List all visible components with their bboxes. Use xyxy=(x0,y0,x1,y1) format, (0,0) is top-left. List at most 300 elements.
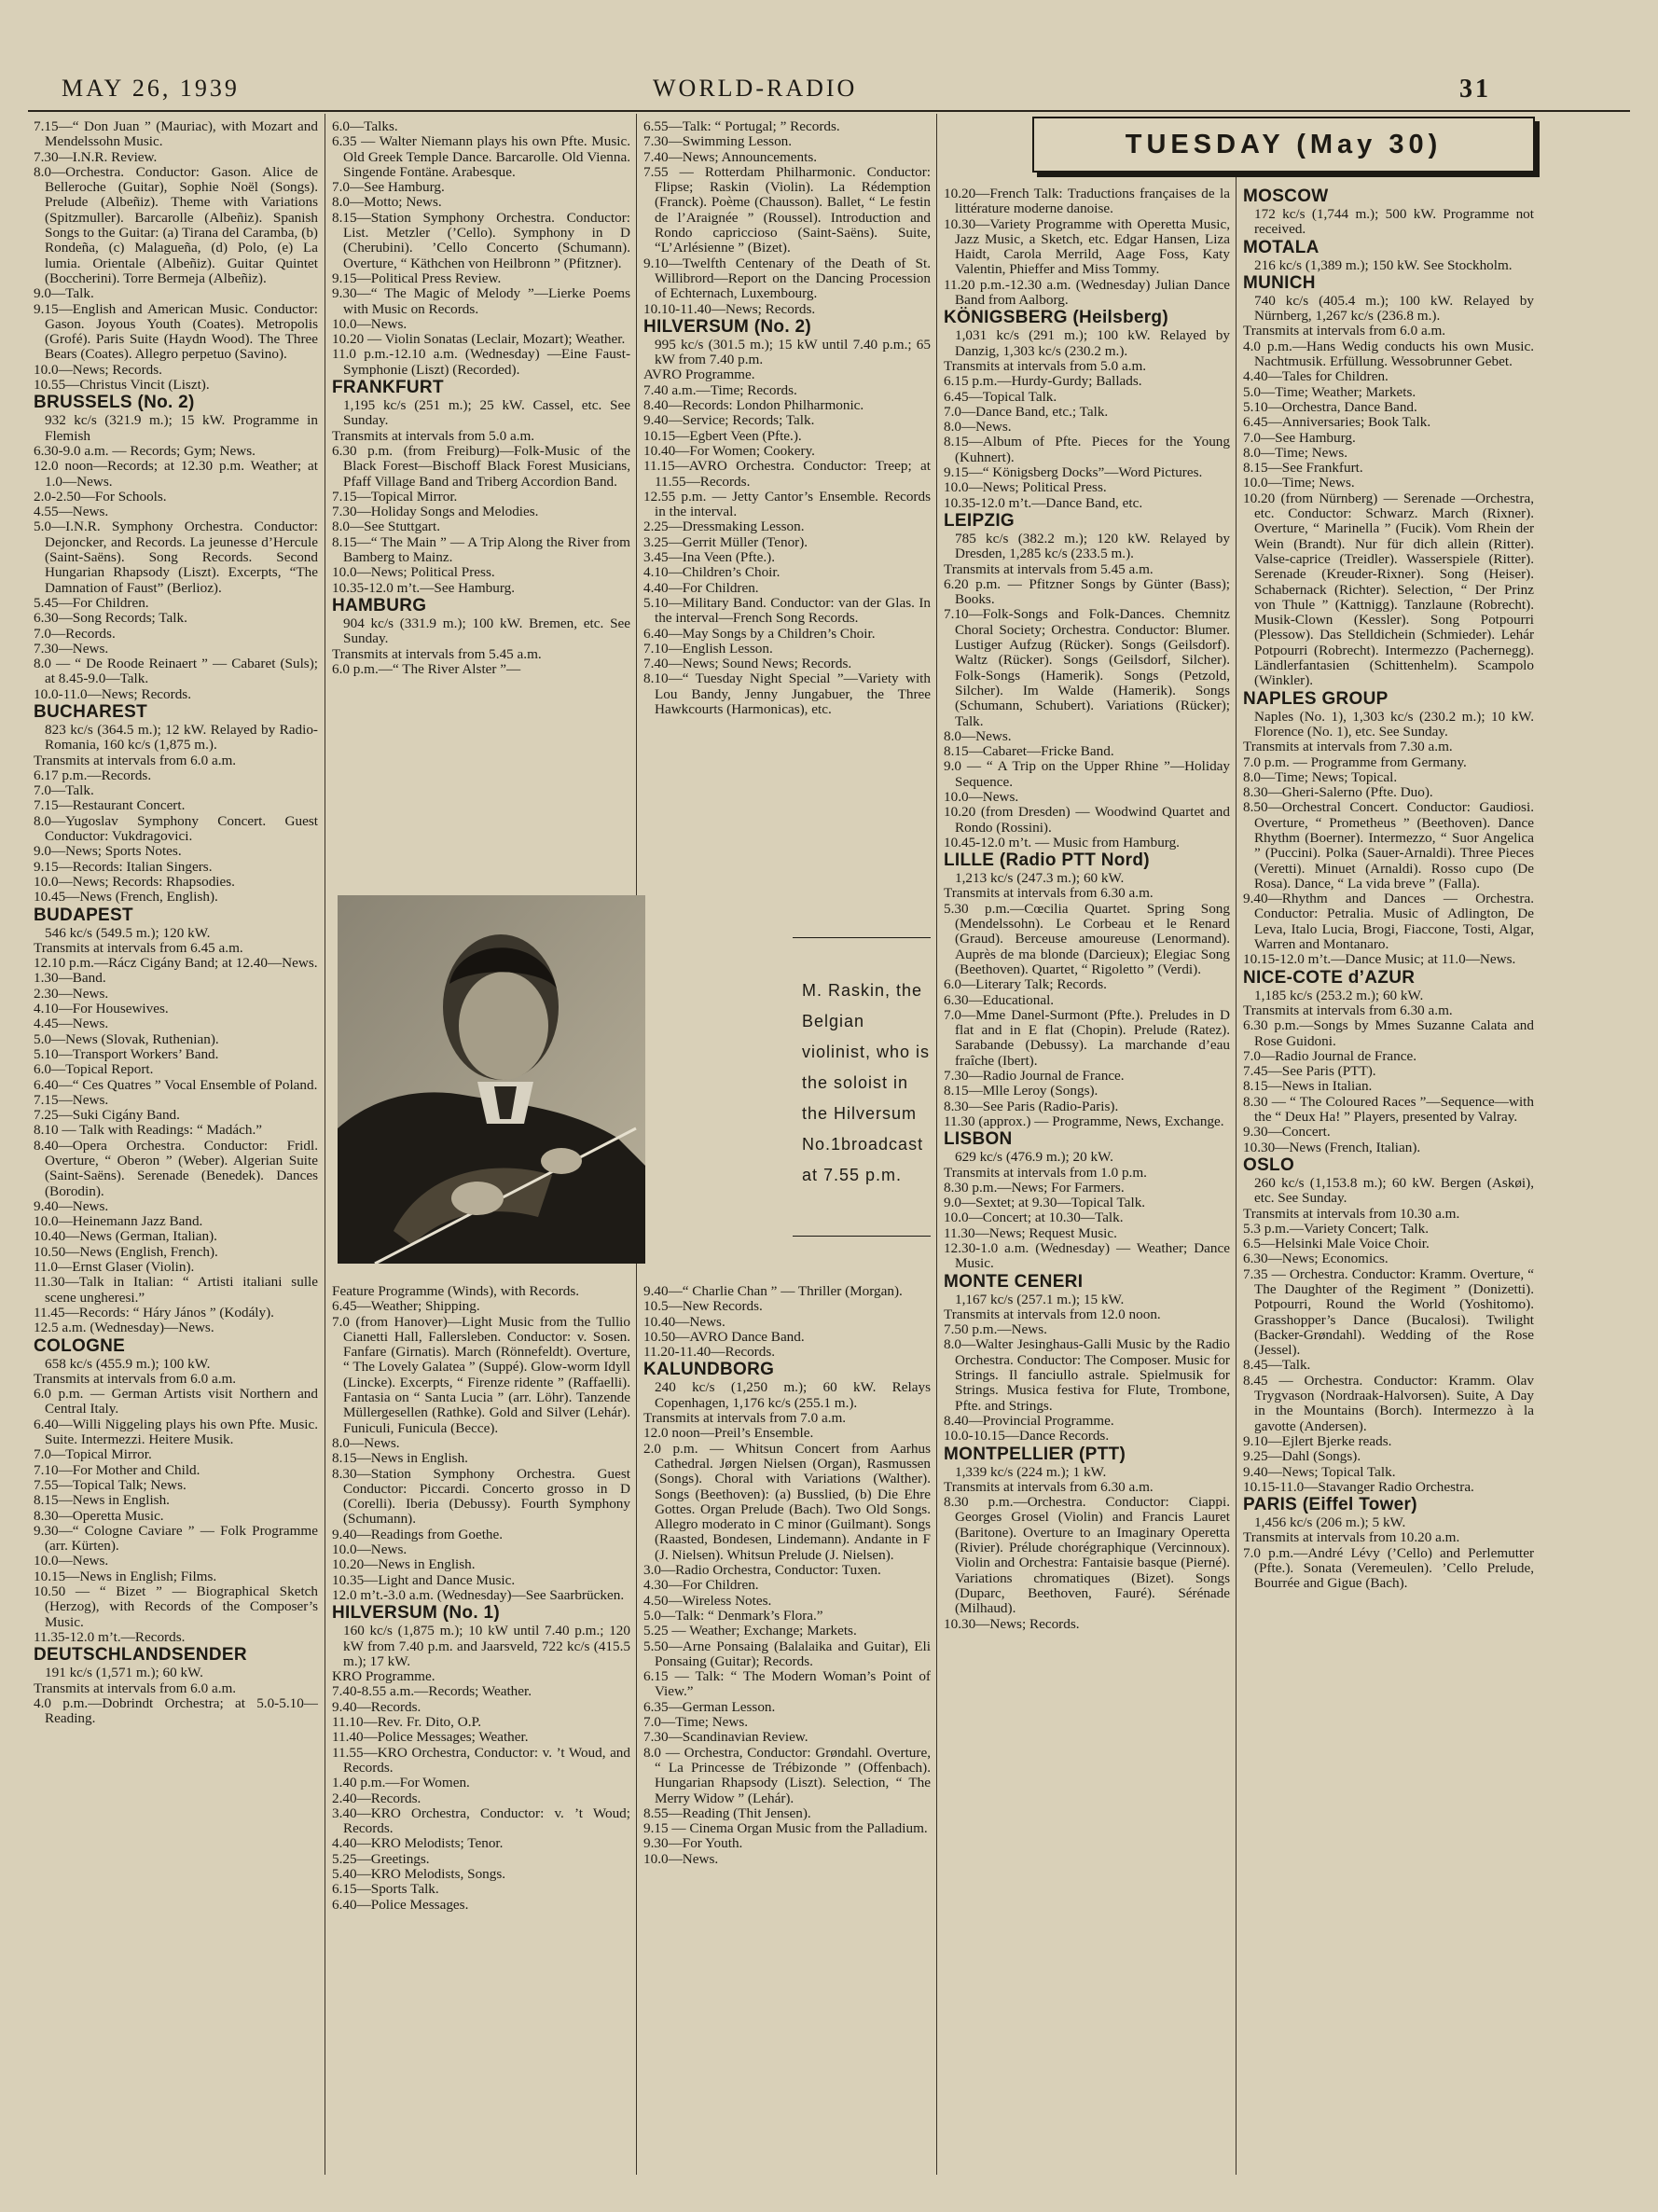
programme-entry: 8.15—Cabaret—Fricke Band. xyxy=(944,743,1114,760)
programme-entry: 6.35 — Walter Niemann plays his own Pfte. Music. Old Greek Temple Dance. Barcarolle. Old Vienna. Singende Fontäne. Arabesque. xyxy=(332,133,630,180)
station-frequency: 1,167 kc/s (257.1 m.); 15 kW. xyxy=(955,1291,1125,1307)
programme-entry: 7.0—Dance Band, etc.; Talk. xyxy=(944,403,1109,420)
station-frequency: 740 kc/s (405.4 m.); 100 kW. Relayed by Nürnberg, 1,267 kc/s (236.8 m.). xyxy=(1254,292,1534,325)
station-frequency: Naples (No. 1), 1,303 kc/s (230.2 m.); 10 kW. Florence (No. 1), etc. See Sunday. xyxy=(1254,708,1534,740)
programme-entry: 8.50—Orchestral Concert. Conductor: Gaudiosi. Overture, “ Prometheus ” (Beethoven). Dance Rhythm (Boerner). Intermezzo, “ Suor Angelica ” (Puccini). Polka (Sauer-Arnaldi). Three Pieces (Veretti). Minuet (Arnaldi). Rosso cupo (De Rosa). Dance, “ La vida breve ” (Falla). xyxy=(1243,799,1534,892)
programme-entry: 6.45—Topical Talk. xyxy=(944,388,1057,405)
programme-entry: 10.0—News. xyxy=(332,315,408,332)
programme-entry: 5.25—Greetings. xyxy=(332,1850,430,1867)
column-4 xyxy=(944,187,1230,1632)
programme-entry: 9.40—Service; Records; Talk. xyxy=(643,412,815,429)
station-frequency: 1,456 kc/s (206 m.); 5 kW. xyxy=(1254,1514,1406,1531)
programme-entry: 8.40—Opera Orchestra. Conductor: Fridl. Overture, “ Oberon ” (Weber). Algerian Suite (Saint-Saëns). Serenade (Benedek). Dances (Borodin). xyxy=(34,1137,318,1199)
station-heading: MONTE CENERI xyxy=(944,1271,1084,1292)
programme-entry: 10.30—News (French, Italian). xyxy=(1243,1139,1421,1155)
programme-entry: 11.30—Talk in Italian: “ Artisti italiani sulle scene ungheresi.” xyxy=(34,1274,318,1306)
column-1 xyxy=(34,119,318,1726)
programme-entry: 7.25—Suki Cigány Band. xyxy=(34,1107,180,1124)
programme-entry: 8.30—Operetta Music. xyxy=(34,1507,164,1524)
programme-entry: 3.0—Radio Orchestra, Conductor: Tuxen. xyxy=(643,1562,881,1579)
station-frequency: 932 kc/s (321.9 m.); 15 kW. Programme in Flemish xyxy=(45,412,318,444)
programme-entry: 9.0 — “ A Trip on the Upper Rhine ”—Holiday Sequence. xyxy=(944,758,1230,790)
station-heading: LEIPZIG xyxy=(944,510,1015,531)
programme-entry: Transmits at intervals from 10.20 a.m. xyxy=(1243,1529,1460,1546)
programme-entry: 6.30—Educational. xyxy=(944,991,1055,1008)
station-frequency: 904 kc/s (331.9 m.); 100 kW. Bremen, etc. See Sunday. xyxy=(343,615,630,647)
programme-entry: 8.0—Motto; News. xyxy=(332,194,442,211)
station-heading: MONTPELLIER (PTT) xyxy=(944,1444,1126,1464)
programme-entry: 7.30—Scandinavian Review. xyxy=(643,1729,808,1746)
programme-entry: 6.40—Willi Niggeling plays his own Pfte. Music. Suite. Intermezzi. Heitere Musik. xyxy=(34,1416,318,1448)
programme-entry: 3.25—Gerrit Müller (Tenor). xyxy=(643,533,808,550)
station-frequency: 629 kc/s (476.9 m.); 20 kW. xyxy=(955,1149,1113,1166)
station-frequency: 546 kc/s (549.5 m.); 120 kW. xyxy=(45,924,211,941)
programme-entry: 6.20 p.m. — Pfitzner Songs by Günter (Bass); Books. xyxy=(944,575,1230,608)
programme-entry: KRO Programme. xyxy=(332,1668,435,1685)
station-heading: KALUNDBORG xyxy=(643,1360,775,1380)
programme-entry: 8.15—See Frankfurt. xyxy=(1243,460,1363,477)
programme-entry: 7.15—“ Don Juan ” (Mauriac), with Mozart and Mendelssohn Music. xyxy=(34,118,318,150)
programme-entry: 8.0—See Stuttgart. xyxy=(332,518,441,535)
programme-entry: 11.45—Records: “ Háry János ” (Kodály). xyxy=(34,1304,274,1320)
day-banner: TUESDAY (May 30) xyxy=(1032,117,1535,173)
programme-entry: 10.0-10.15—Dance Records. xyxy=(944,1428,1110,1445)
programme-entry: 10.5—New Records. xyxy=(643,1298,763,1315)
programme-entry: 6.0—Talks. xyxy=(332,118,398,134)
programme-entry: 8.15—News in English. xyxy=(34,1492,170,1509)
programme-entry: 4.40—For Children. xyxy=(643,579,759,596)
programme-entry: 8.30—Gheri-Salerno (Pfte. Duo). xyxy=(1243,784,1433,801)
programme-entry: 7.30—Radio Journal de France. xyxy=(944,1068,1125,1085)
programme-entry: 10.50 — “ Bizet ” — Biographical Sketch (Herzog), with Records of the Composer’s Music. xyxy=(34,1583,318,1630)
programme-entry: Transmits at intervals from 6.30 a.m. xyxy=(944,1478,1154,1495)
programme-entry: 7.30—I.N.R. Review. xyxy=(34,148,158,165)
programme-entry: 10.15-12.0 m’t.—Dance Music; at 11.0—News. xyxy=(1243,951,1516,968)
programme-entry: 6.0 p.m.—“ The River Alster ”— xyxy=(332,660,521,677)
column-divider xyxy=(936,114,937,2175)
programme-entry: 2.25—Dressmaking Lesson. xyxy=(643,518,805,535)
programme-entry: 5.10—Orchestra, Dance Band. xyxy=(1243,398,1417,415)
station-heading: OSLO xyxy=(1243,1154,1295,1175)
programme-entry: Transmits at intervals from 6.0 a.m. xyxy=(34,1680,237,1696)
programme-entry: Transmits at intervals from 7.30 a.m. xyxy=(1243,739,1453,755)
station-frequency: 240 kc/s (1,250 m.); 60 kW. Relays Copenhagen, 1,176 kc/s (255.1 m.). xyxy=(655,1379,931,1411)
programme-entry: 10.0—News; Records. xyxy=(34,361,162,378)
programme-entry: 9.40—Rhythm and Dances — Orchestra. Conductor: Petralia. Music of Adlington, De Leva, Italo Lucia, Brogi, Fiaccone, Tosti, Algar, Warren and Montanaro. xyxy=(1243,891,1534,953)
violinist-photo xyxy=(338,895,645,1264)
programme-entry: 8.0 — Orchestra, Conductor: Grøndahl. Overture, “ La Princesse de Trébizonde ” (Offenbach). Hungarian Rhapsody (Liszt). Selection, “ The Merry Widow ” (Lehár). xyxy=(643,1744,931,1806)
programme-entry: 4.10—Children’s Choir. xyxy=(643,564,781,581)
programme-entry: 10.0—Heinemann Jazz Band. xyxy=(34,1213,203,1230)
programme-entry: 8.30—Station Symphony Orchestra. Guest Conductor: Piccardi. Concerto grosso in D (Corelli). Iberia (Debussy). Fourth Symphony (Schumann). xyxy=(332,1465,630,1528)
station-frequency: 823 kc/s (364.5 m.); 12 kW. Relayed by Radio-Romania, 160 kc/s (1,875 m.). xyxy=(45,721,318,753)
programme-entry: 9.30—“ Cologne Caviare ” — Folk Programme (arr. Kürten). xyxy=(34,1522,318,1555)
station-frequency: 1,185 kc/s (253.2 m.); 60 kW. xyxy=(1254,987,1424,1003)
programme-entry: 11.35-12.0 m’t.—Records. xyxy=(34,1628,186,1645)
programme-entry: Transmits at intervals from 6.0 a.m. xyxy=(34,1370,237,1387)
column-3-top xyxy=(643,119,931,717)
programme-entry: 4.0 p.m.—Dobrindt Orchestra; at 5.0-5.10—Reading. xyxy=(34,1694,318,1727)
programme-entry: 5.40—KRO Melodists, Songs. xyxy=(332,1865,506,1882)
programme-entry: 8.0—News. xyxy=(332,1434,400,1451)
programme-entry: 6.0 p.m. — German Artists visit Northern and Central Italy. xyxy=(34,1386,318,1417)
programme-entry: 7.40 a.m.—Time; Records. xyxy=(643,381,797,398)
programme-entry: 6.5—Helsinki Male Voice Choir. xyxy=(1243,1236,1430,1252)
station-heading: BUDAPEST xyxy=(34,905,133,925)
header-rule xyxy=(28,110,1630,112)
station-frequency: 172 kc/s (1,744 m.); 500 kW. Programme not received. xyxy=(1254,206,1534,238)
programme-entry: 6.55—Talk: “ Portugal; ” Records. xyxy=(643,118,840,134)
programme-entry: 10.15-11.0—Stavanger Radio Orchestra. xyxy=(1243,1478,1474,1495)
programme-entry: 12.0 noon—Records; at 12.30 p.m. Weather; at 1.0—News. xyxy=(34,458,318,490)
programme-entry: Transmits at intervals from 1.0 p.m. xyxy=(944,1164,1147,1181)
programme-entry: 6.17 p.m.—Records. xyxy=(34,767,152,783)
issue-date: MAY 26, 1939 xyxy=(62,75,240,102)
programme-entry: 7.0—Mme Danel-Surmont (Pfte.). Preludes in D flat and in E flat (Chopin). Prelude (Ratez). Sarabande (Debussy). La marchande d’eau fraîche (Ibert). xyxy=(944,1006,1230,1069)
programme-entry: 5.0—I.N.R. Symphony Orchestra. Conductor: Dejoncker, and Records. La jeunesse d’Hercule (Saint-Saëns). Song Records. Second Hungarian Rhapsody (Liszt). Excerpts, “The Damnation of Faust” (Berlioz). xyxy=(34,518,318,596)
programme-entry: 8.0 — “ De Roode Reinaert ” — Cabaret (Suls); at 8.45-9.0—Talk. xyxy=(34,656,318,687)
station-frequency: 785 kc/s (382.2 m.); 120 kW. Relayed by Dresden, 1,285 kc/s (233.5 m.). xyxy=(955,530,1230,562)
programme-entry: 8.15—News in English. xyxy=(332,1450,468,1467)
programme-entry: 7.10—English Lesson. xyxy=(643,640,773,657)
programme-entry: 7.0—See Hamburg. xyxy=(332,179,445,196)
programme-entry: 9.0—Sextet; at 9.30—Topical Talk. xyxy=(944,1195,1146,1211)
column-divider xyxy=(1236,177,1237,2175)
programme-entry: 10.20 (from Dresden) — Woodwind Quartet and Rondo (Rossini). xyxy=(944,804,1230,836)
programme-entry: 7.30—Swimming Lesson. xyxy=(643,133,793,150)
programme-entry: 11.15—AVRO Orchestra. Conductor: Treep; at 11.55—Records. xyxy=(643,458,931,490)
programme-entry: 9.40—Readings from Goethe. xyxy=(332,1526,504,1542)
programme-entry: Transmits at intervals from 6.0 a.m. xyxy=(34,752,237,768)
programme-entry: 9.15—Records: Italian Singers. xyxy=(34,858,213,875)
programme-entry: 10.40—News (German, Italian). xyxy=(34,1228,217,1245)
programme-entry: 7.15—Topical Mirror. xyxy=(332,488,458,505)
programme-entry: 5.50—Arne Ponsaing (Balalaika and Guitar), Eli Ponsaing (Guitar); Records. xyxy=(643,1638,931,1669)
programme-entry: 10.15—Egbert Veen (Pfte.). xyxy=(643,427,802,444)
station-frequency: 1,195 kc/s (251 m.); 25 kW. Cassel, etc. See Sunday. xyxy=(343,397,630,429)
programme-entry: 6.15 — Talk: “ The Modern Woman’s Point of View.” xyxy=(643,1668,931,1700)
programme-entry: 9.0—News; Sports Notes. xyxy=(34,843,182,860)
programme-entry: 7.15—Restaurant Concert. xyxy=(34,797,186,814)
station-heading: MOTALA xyxy=(1243,237,1319,257)
programme-entry: 10.15—News in English; Films. xyxy=(34,1568,217,1584)
programme-entry: 9.0—Talk. xyxy=(34,285,94,302)
programme-entry: 12.0 m’t.-3.0 a.m. (Wednesday)—See Saarbrücken. xyxy=(332,1586,625,1603)
programme-entry: 7.0—Radio Journal de France. xyxy=(1243,1047,1417,1064)
programme-entry: 10.0—Concert; at 10.30—Talk. xyxy=(944,1210,1124,1226)
programme-entry: 9.30—“ The Magic of Melody ”—Lierke Poems with Music on Records. xyxy=(332,285,630,317)
programme-entry: Transmits at intervals from 5.45 a.m. xyxy=(332,645,542,662)
programme-entry: 5.10—Military Band. Conductor: van der Glas. In the interval—French Song Records. xyxy=(643,594,931,627)
programme-entry: 8.30 — “ The Coloured Races ”—Sequence—with the “ Deux Ha! ” Players, presented by Valray. xyxy=(1243,1093,1534,1126)
programme-entry: 7.50 p.m.—News. xyxy=(944,1321,1047,1338)
caption-rule-top xyxy=(793,937,931,938)
programme-entry: 6.15 p.m.—Hurdy-Gurdy; Ballads. xyxy=(944,373,1142,390)
station-heading: LISBON xyxy=(944,1129,1013,1150)
programme-entry: 10.20—News in English. xyxy=(332,1556,476,1573)
station-frequency: 260 kc/s (1,153.8 m.); 60 kW. Bergen (Askøi), etc. See Sunday. xyxy=(1254,1174,1534,1207)
programme-entry: 7.0 p.m. — Programme from Germany. xyxy=(1243,753,1467,770)
programme-entry: 4.0 p.m.—Hans Wedig conducts his own Music. Nachtmusik. Erfüllung. Wessobrunner Gebet. xyxy=(1243,338,1534,370)
programme-entry: 10.50—AVRO Dance Band. xyxy=(643,1328,805,1345)
programme-entry: 8.15—Mlle Leroy (Songs). xyxy=(944,1083,1098,1099)
station-frequency: 658 kc/s (455.9 m.); 100 kW. xyxy=(45,1355,211,1372)
programme-entry: 5.0—Time; Weather; Markets. xyxy=(1243,383,1416,400)
programme-entry: 4.55—News. xyxy=(34,504,109,520)
programme-entry: 7.40-8.55 a.m.—Records; Weather. xyxy=(332,1683,532,1700)
station-heading: BUCHAREST xyxy=(34,701,147,722)
programme-entry: 10.0—News; Political Press. xyxy=(944,479,1107,496)
programme-entry: 4.45—News. xyxy=(34,1016,109,1032)
programme-entry: 11.20-11.40—Records. xyxy=(643,1344,776,1361)
station-heading: NICE-COTE d’AZUR xyxy=(1243,967,1416,988)
programme-entry: 8.15—News in Italian. xyxy=(1243,1078,1373,1095)
programme-entry: 2.0 p.m. — Whitsun Concert from Aarhus Cathedral. Jørgen Nielsen (Organ), Rasmussen (Songs). Choral with Variations (Walther). Songs (Beethoven): (a) Busslied, (b) Die Ehre Gottes. Organ Prelude (Bach). Two Old Songs. Allegro moderato in C minor (Guilmant). Songs (Raasted, Bondesen, Lindemann). Andante in F (J. Nielsen). Whitsun Prelude (J. Nielsen). xyxy=(643,1440,931,1563)
programme-entry: 4.30—For Children. xyxy=(643,1577,759,1594)
programme-entry: 10.10-11.40—News; Records. xyxy=(643,300,816,317)
programme-entry: 7.55—Topical Talk; News. xyxy=(34,1476,187,1493)
programme-entry: 10.20 — Violin Sonatas (Leclair, Mozart); Weather. xyxy=(332,331,626,348)
programme-entry: 5.30 p.m.—Cœcilia Quartet. Spring Song (Mendelssohn). Le Corbeau et le Renard (Graud). Berceuse amoureuse (Lenormand). Auprès de ma blonde (Darcieux); Elegiac Song (Beethoven). Quartet, “ Rigoletto ” (Verdi). xyxy=(944,900,1230,977)
programme-entry: 10.0—News. xyxy=(643,1850,719,1867)
programme-entry: 8.0—Orchestra. Conductor: Gason. Alice de Belleroche (Guitar), Sophie Noël (Songs). Prelude (Albeñiz). Theme with Variations (Spitzmuller). Barcarolle (Albeñiz). Spanish Songs to the Guitar: (a) Tirana del Caramba, (b) Rondeña, (c) Malagueña, (d) Polo, (e) La lumia. Orientale (Albeñiz). Guitar Quintet (Boccherini). Torre Bermeja (Albeñiz). xyxy=(34,163,318,286)
programme-entry: 7.0—See Hamburg. xyxy=(1243,429,1356,446)
programme-entry: 12.10 p.m.—Rácz Cigány Band; at 12.40—News. xyxy=(34,955,318,972)
programme-entry: 9.25—Dahl (Songs). xyxy=(1243,1448,1361,1465)
programme-entry: 8.40—Records: London Philharmonic. xyxy=(643,397,864,414)
programme-entry: 7.0—Talk. xyxy=(34,782,94,799)
programme-entry: 8.15—Album of Pfte. Pieces for the Young (Kuhnert). xyxy=(944,434,1230,465)
programme-entry: Transmits at intervals from 6.0 a.m. xyxy=(1243,323,1446,339)
programme-entry: 9.40—News. xyxy=(34,1197,109,1214)
programme-entry: 11.20 p.m.-12.30 a.m. (Wednesday) Julian Dance Band from Aalborg. xyxy=(944,276,1230,309)
programme-entry: 7.45—See Paris (PTT). xyxy=(1243,1063,1376,1080)
programme-entry: 11.0 p.m.-12.10 a.m. (Wednesday) —Eine Faust-Symphonie (Liszt) (Recorded). xyxy=(332,346,630,378)
station-frequency: 160 kc/s (1,875 m.); 10 kW until 7.40 p.m.; 120 kW from 7.40 p.m. and Jaarsveld, 722 kc/s (415.5 m.); 17 kW. xyxy=(343,1623,630,1669)
programme-entry: 6.35—German Lesson. xyxy=(643,1698,776,1715)
programme-entry: 12.30-1.0 a.m. (Wednesday) — Weather; Dance Music. xyxy=(944,1240,1230,1272)
programme-entry: 7.40—News; Sound News; Records. xyxy=(643,656,852,672)
programme-entry: 6.45—Weather; Shipping. xyxy=(332,1298,480,1315)
programme-entry: 11.40—Police Messages; Weather. xyxy=(332,1729,529,1746)
programme-entry: 10.0—News. xyxy=(34,1553,109,1569)
programme-entry: 7.15—News. xyxy=(34,1091,109,1108)
station-heading: KÖNIGSBERG (Heilsberg) xyxy=(944,308,1168,328)
station-frequency: 191 kc/s (1,571 m.); 60 kW. xyxy=(45,1665,203,1681)
programme-entry: 7.10—For Mother and Child. xyxy=(34,1461,200,1478)
programme-entry: 7.30—Holiday Songs and Melodies. xyxy=(332,504,539,520)
programme-entry: 4.40—Tales for Children. xyxy=(1243,368,1389,385)
programme-entry: 10.45—News (French, English). xyxy=(34,889,218,906)
programme-entry: 8.30—See Paris (Radio-Paris). xyxy=(944,1098,1119,1114)
programme-entry: 9.10—Twelfth Centenary of the Death of St. Willibrord—Report on the Dancing Procession of Echternach, Luxembourg. xyxy=(643,255,931,302)
programme-entry: 10.30—Variety Programme with Operetta Music, Jazz Music, a Sketch, etc. Edgar Hansen, Liza Haidt, Carola Merrild, Aage Foss, Katy Valentin, Phieffer and Miss Tommy. xyxy=(944,215,1230,278)
photo-caption: M. Raskin, the Belgian violinist, who is the soloist in the Hilversum No.1broadcast at 7.55 p.m. xyxy=(802,981,931,1184)
station-heading: BRUSSELS (No. 2) xyxy=(34,393,195,413)
programme-entry: 3.45—Ina Veen (Pfte.). xyxy=(643,549,776,566)
programme-entry: 11.30—News; Request Music. xyxy=(944,1224,1117,1241)
station-frequency: 1,339 kc/s (224 m.); 1 kW. xyxy=(955,1463,1107,1480)
programme-entry: 10.45-12.0 m’t. — Music from Hamburg. xyxy=(944,834,1180,850)
programme-entry: 9.15—“ Königsberg Docks”—Word Pictures. xyxy=(944,464,1203,481)
programme-entry: 7.55 — Rotterdam Philharmonic. Conductor: Flipse; Raskin (Violin). La Rédemption (Franck). Poème (Chausson). Ballet, “ Le festin de l’Araignée ” (Roussel). Introduction and Rondo capriccioso (Saint-Saëns). Suite, “L’Arlésienne ” (Bizet). xyxy=(643,163,931,256)
programme-entry: 11.55—KRO Orchestra, Conductor: v. ’t Woud, and Records. xyxy=(332,1744,630,1776)
programme-entry: 8.10 — Talk with Readings: “ Madách.” xyxy=(34,1122,262,1139)
station-heading: MUNICH xyxy=(1243,272,1316,293)
station-heading: HILVERSUM (No. 1) xyxy=(332,1603,500,1624)
programme-entry: 6.40—Police Messages. xyxy=(332,1896,469,1913)
programme-entry: 10.35-12.0 m’t.—Dance Band, etc. xyxy=(944,494,1143,511)
violinist-portrait-image xyxy=(338,895,645,1264)
station-frequency: 216 kc/s (1,389 m.); 150 kW. See Stockholm. xyxy=(1254,256,1513,273)
caption-rule-bottom xyxy=(793,1236,931,1237)
programme-entry: 11.10—Rev. Fr. Dito, O.P. xyxy=(332,1714,482,1731)
programme-entry: 7.10—Folk-Songs and Folk-Dances. Chemnitz Choral Society; Orchestra. Conductor: Blumer. Lustiger Aufzug (Rücker). Songs (Geilsdorf). Waltz (Rücker). Songs (Geilsdorf, Silcher). Folk-Songs (Hamerik). Songs (Petzold, Silcher). Im Walde (Hamerik). Songs (Schumann, Schubert). Variations (Rücker); Talk. xyxy=(944,606,1230,729)
column-3-bottom xyxy=(643,1284,931,1867)
programme-entry: 8.0—News. xyxy=(944,727,1012,744)
programme-entry: Transmits at intervals from 10.30 a.m. xyxy=(1243,1205,1460,1222)
programme-entry: 5.45—For Children. xyxy=(34,594,149,611)
programme-entry: 8.15—“ The Main ” — A Trip Along the River from Bamberg to Mainz. xyxy=(332,533,630,566)
programme-entry: 10.20 (from Nürnberg) — Serenade —Orchestra, etc. Conductor: Schwarz. March (Rixner). Overture, “ Marinella ” (Fucik). Vom Rhein der Wein (Brandt). Nur für dich allein (Ritter). Valse-caprice (Treidler). Wasserspiele (Ritter). Serenade (Kreuder-Rixner). Song (Heiser). Schabernack (Richter). Selection, “ Der Prinz von Thule ” (Kattnigg). Tanzlaune (Robrecht). Musik-Clown (Kessler). Song Potpourri (Plessow). Das Stelldichein (Schmieder). Lehár Potpourri (Robrecht). Intermezzo (Pachernegg). Ländlerfantasien (Schittenhelm). Scampolo (Winkler). xyxy=(1243,490,1534,689)
programme-entry: 6.30—Song Records; Talk. xyxy=(34,610,187,627)
station-frequency: 1,031 kc/s (291 m.); 100 kW. Relayed by Danzig, 1,303 kc/s (230.2 m.). xyxy=(955,327,1230,359)
programme-entry: 6.30-9.0 a.m. — Records; Gym; News. xyxy=(34,442,256,459)
programme-entry: 7.40—News; Announcements. xyxy=(643,148,818,165)
programme-entry: 2.30—News. xyxy=(34,985,109,1002)
programme-entry: Transmits at intervals from 7.0 a.m. xyxy=(643,1410,847,1427)
programme-entry: 5.0—Talk: “ Denmark’s Flora.” xyxy=(643,1607,823,1624)
station-heading: COLOGNE xyxy=(34,1335,126,1356)
programme-entry: Transmits at intervals from 12.0 noon. xyxy=(944,1306,1161,1322)
programme-entry: 8.55—Reading (Thit Jensen). xyxy=(643,1804,811,1821)
programme-entry: 12.5 a.m. (Wednesday)—News. xyxy=(34,1320,214,1336)
programme-entry: Transmits at intervals from 6.30 a.m. xyxy=(1243,1002,1453,1018)
page-number: 31 xyxy=(1459,75,1491,104)
programme-entry: 9.30—For Youth. xyxy=(643,1835,743,1852)
programme-entry: 10.0—News. xyxy=(332,1541,408,1558)
programme-entry: Transmits at intervals from 6.45 a.m. xyxy=(34,939,243,956)
programme-entry: 7.0 (from Hanover)—Light Music from the Tullio Cianetti Hall, Fallersleben. Conductor: v. Sosen. Fanfare (Girnatis). March (Rönnefeldt). Overture, “ The Lovely Galatea ” (Suppé). Glow-worm Idyll (Lincke). Excerpts, “ Firenze ridente ” (Raffaelli). Fantasia on “ Santa Lucia ” (arr. Löhr). Tanzende Müllergesellen (Rathke). Gold and Silver (Lehár). Funiculi, Funicula (Becce). xyxy=(332,1313,630,1436)
programme-entry: 6.30—News; Economics. xyxy=(1243,1251,1389,1267)
programme-entry: 10.35—Light and Dance Music. xyxy=(332,1571,516,1588)
programme-entry: 10.20—French Talk: Traductions françaises de la littérature moderne danoise. xyxy=(944,186,1230,217)
station-frequency: 1,213 kc/s (247.3 m.); 60 kW. xyxy=(955,870,1125,887)
programme-entry: 8.45 — Orchestra. Conductor: Kramm. Olav Trygvason (Nordraak-Halvorsen). Suite, A Day in the Mountains (Borch). Intermezzo à la gavotte (Andersen). xyxy=(1243,1372,1534,1434)
programme-entry: 9.40—Records. xyxy=(332,1698,421,1715)
programme-entry: 10.0—News; Records: Rhapsodies. xyxy=(34,873,235,890)
programme-entry: 6.30 p.m. (from Freiburg)—Folk-Music of the Black Forest—Bischoff Black Forest Musicians, Pfaff Village Band and Triberg Accordion Band. xyxy=(332,442,630,490)
station-frequency: 995 kc/s (301.5 m.); 15 kW until 7.40 p.m.; 65 kW from 7.40 p.m. xyxy=(655,336,931,368)
programme-entry: 10.55—Christus Vincit (Liszt). xyxy=(34,377,210,394)
programme-entry: AVRO Programme. xyxy=(643,366,755,383)
programme-entry: 11.0—Ernst Glaser (Violin). xyxy=(34,1259,195,1276)
programme-entry: 5.10—Transport Workers’ Band. xyxy=(34,1045,219,1062)
programme-entry: 6.45—Anniversaries; Book Talk. xyxy=(1243,414,1431,431)
programme-entry: 2.0-2.50—For Schools. xyxy=(34,488,167,505)
programme-entry: 7.0—Topical Mirror. xyxy=(34,1446,152,1463)
station-heading: MOSCOW xyxy=(1243,187,1329,206)
publication-title: WORLD-RADIO xyxy=(653,75,858,102)
programme-entry: 7.35 — Orchestra. Conductor: Kramm. Overture, “ The Daughter of the Regiment ” (Donizetti). Potpourri, Round the World (Yoshitomo). Grasshopper’s Dance (Bucalosi). Twilight (Backer-Grøndahl). Wedding of the Rose (Jessel). xyxy=(1243,1265,1534,1359)
programme-entry: 8.40—Provincial Programme. xyxy=(944,1412,1114,1429)
programme-entry: 4.10—For Housewives. xyxy=(34,1001,169,1017)
programme-entry: 1.40 p.m.—For Women. xyxy=(332,1775,470,1791)
programme-entry: 4.40—KRO Melodists; Tenor. xyxy=(332,1835,504,1852)
programme-entry: 8.30 p.m.—News; For Farmers. xyxy=(944,1179,1125,1196)
programme-entry: 10.40—News. xyxy=(643,1313,725,1330)
programme-entry: 4.50—Wireless Notes. xyxy=(643,1592,772,1609)
programme-entry: 8.0—Walter Jesinghaus-Galli Music by the Radio Orchestra. Conductor: The Composer. Music for Strings. Il fanciullo astrale. Spielmusik for Strings. Musica festiva for Flute, Trombone, Pfte. and Strings. xyxy=(944,1336,1230,1414)
programme-entry: Transmits at intervals from 6.30 a.m. xyxy=(944,885,1154,902)
programme-entry: 9.10—Ejlert Bjerke reads. xyxy=(1243,1432,1392,1449)
programme-entry: 2.40—Records. xyxy=(332,1790,421,1806)
programme-entry: 10.30—News; Records. xyxy=(944,1615,1080,1632)
programme-entry: 7.0—Time; News. xyxy=(643,1714,749,1731)
programme-entry: 12.0 noon—Preil’s Ensemble. xyxy=(643,1425,814,1442)
station-heading: HILVERSUM (No. 2) xyxy=(643,316,811,337)
programme-entry: 6.30 p.m.—Songs by Mmes Suzanne Calata and Rose Guidoni. xyxy=(1243,1017,1534,1049)
programme-entry: 10.0—News; Political Press. xyxy=(332,564,495,581)
programme-entry: Transmits at intervals from 5.45 a.m. xyxy=(944,560,1154,577)
programme-entry: 10.0—News. xyxy=(944,788,1019,805)
programme-entry: 5.25 — Weather; Exchange; Markets. xyxy=(643,1623,857,1639)
station-heading: DEUTSCHLANDSENDER xyxy=(34,1645,247,1666)
programme-entry: 6.15—Sports Talk. xyxy=(332,1881,439,1898)
programme-entry: 1.30—Band. xyxy=(34,970,106,987)
programme-entry: 8.0—Yugoslav Symphony Concert. Guest Conductor: Vukdragovici. xyxy=(34,812,318,845)
station-heading: HAMBURG xyxy=(332,595,427,615)
programme-entry: 9.40—News; Topical Talk. xyxy=(1243,1463,1396,1480)
column-2-top xyxy=(332,119,630,677)
station-heading: FRANKFURT xyxy=(332,378,444,398)
station-heading: PARIS (Eiffel Tower) xyxy=(1243,1495,1417,1515)
programme-entry: 8.0—News. xyxy=(944,419,1012,435)
programme-entry: 6.40—“ Ces Quatres ” Vocal Ensemble of Poland. xyxy=(34,1076,318,1093)
programme-entry: 8.30 p.m.—Orchestra. Conductor: Ciappi. Georges Grosel (Violin) and Francis Lauret (Baritone). Overture to an Imaginary Operetta (Rivier). Prélude chorégraphique (Vercinnoux). Violin and Orchestra: Fantaisie basque (Pierné). Variations chromatiques (Bizet). Songs (Duparc, Beethoven, Fauré). Sérénade (Milhaud). xyxy=(944,1494,1230,1617)
programme-entry: 9.15—Political Press Review. xyxy=(332,270,502,286)
programme-entry: 8.0—Time; News; Topical. xyxy=(1243,768,1398,785)
programme-entry: 10.0—Time; News. xyxy=(1243,475,1355,491)
programme-entry: 6.40—May Songs by a Children’s Choir. xyxy=(643,625,876,642)
programme-entry: 10.0-11.0—News; Records. xyxy=(34,685,192,702)
programme-entry: 10.50—News (English, French). xyxy=(34,1243,218,1260)
column-2-bottom xyxy=(332,1284,630,1913)
programme-entry: 10.35-12.0 m’t.—See Hamburg. xyxy=(332,579,516,596)
programme-entry: 8.10—“ Tuesday Night Special ”—Variety with Lou Bandy, Jenny Jungabuer, the Three Hawkcourts (Harmonicas), etc. xyxy=(643,671,931,717)
programme-entry: 7.0—Records. xyxy=(34,625,116,642)
programme-entry: 8.15—Station Symphony Orchestra. Conductor: List. Metzler (’Cello). Symphony in D (Cherubini). ’Cello Concerto (Schumann). Overture, “ Käthchen von Heilbronn ” (Pfitzner). xyxy=(332,209,630,271)
programme-entry: 9.40—“ Charlie Chan ” — Thriller (Morgan). xyxy=(643,1283,903,1299)
programme-entry: 8.0—Time; News. xyxy=(1243,444,1348,461)
programme-entry: 7.0 p.m.—André Lévy (’Cello) and Perlemutter (Pfte.). Sonata (Veremeulen). ’Cello Prelude, Bourrée and Gigue (Bach). xyxy=(1243,1544,1534,1592)
programme-entry: Transmits at intervals from 5.0 a.m. xyxy=(332,427,535,444)
programme-entry: 10.40—For Women; Cookery. xyxy=(643,442,815,459)
programme-entry: 9.30—Concert. xyxy=(1243,1124,1331,1141)
programme-entry: Feature Programme (Winds), with Records. xyxy=(332,1283,580,1299)
programme-entry: 3.40—KRO Orchestra, Conductor: v. ’t Woud; Records. xyxy=(332,1804,630,1837)
programme-entry: 9.15 — Cinema Organ Music from the Palladium. xyxy=(643,1820,928,1837)
programme-entry: 11.30 (approx.) — Programme, News, Exchange. xyxy=(944,1113,1224,1129)
programme-entry: 6.0—Topical Report. xyxy=(34,1061,154,1078)
programme-entry: Transmits at intervals from 5.0 a.m. xyxy=(944,357,1147,374)
programme-entry: 8.45—Talk. xyxy=(1243,1357,1311,1374)
programme-entry: 12.55 p.m. — Jetty Cantor’s Ensemble. Records in the interval. xyxy=(643,488,931,520)
column-5 xyxy=(1243,187,1534,1592)
programme-entry: 9.15—English and American Music. Conductor: Gason. Joyous Youth (Coates). Metropolis (Grofé). Paris Suite (Haydn Wood). The Three Bears (Coates). Allegro perpetuo (Savino). xyxy=(34,300,318,363)
station-heading: LILLE (Radio PTT Nord) xyxy=(944,850,1150,871)
programme-entry: 7.30—News. xyxy=(34,640,109,657)
